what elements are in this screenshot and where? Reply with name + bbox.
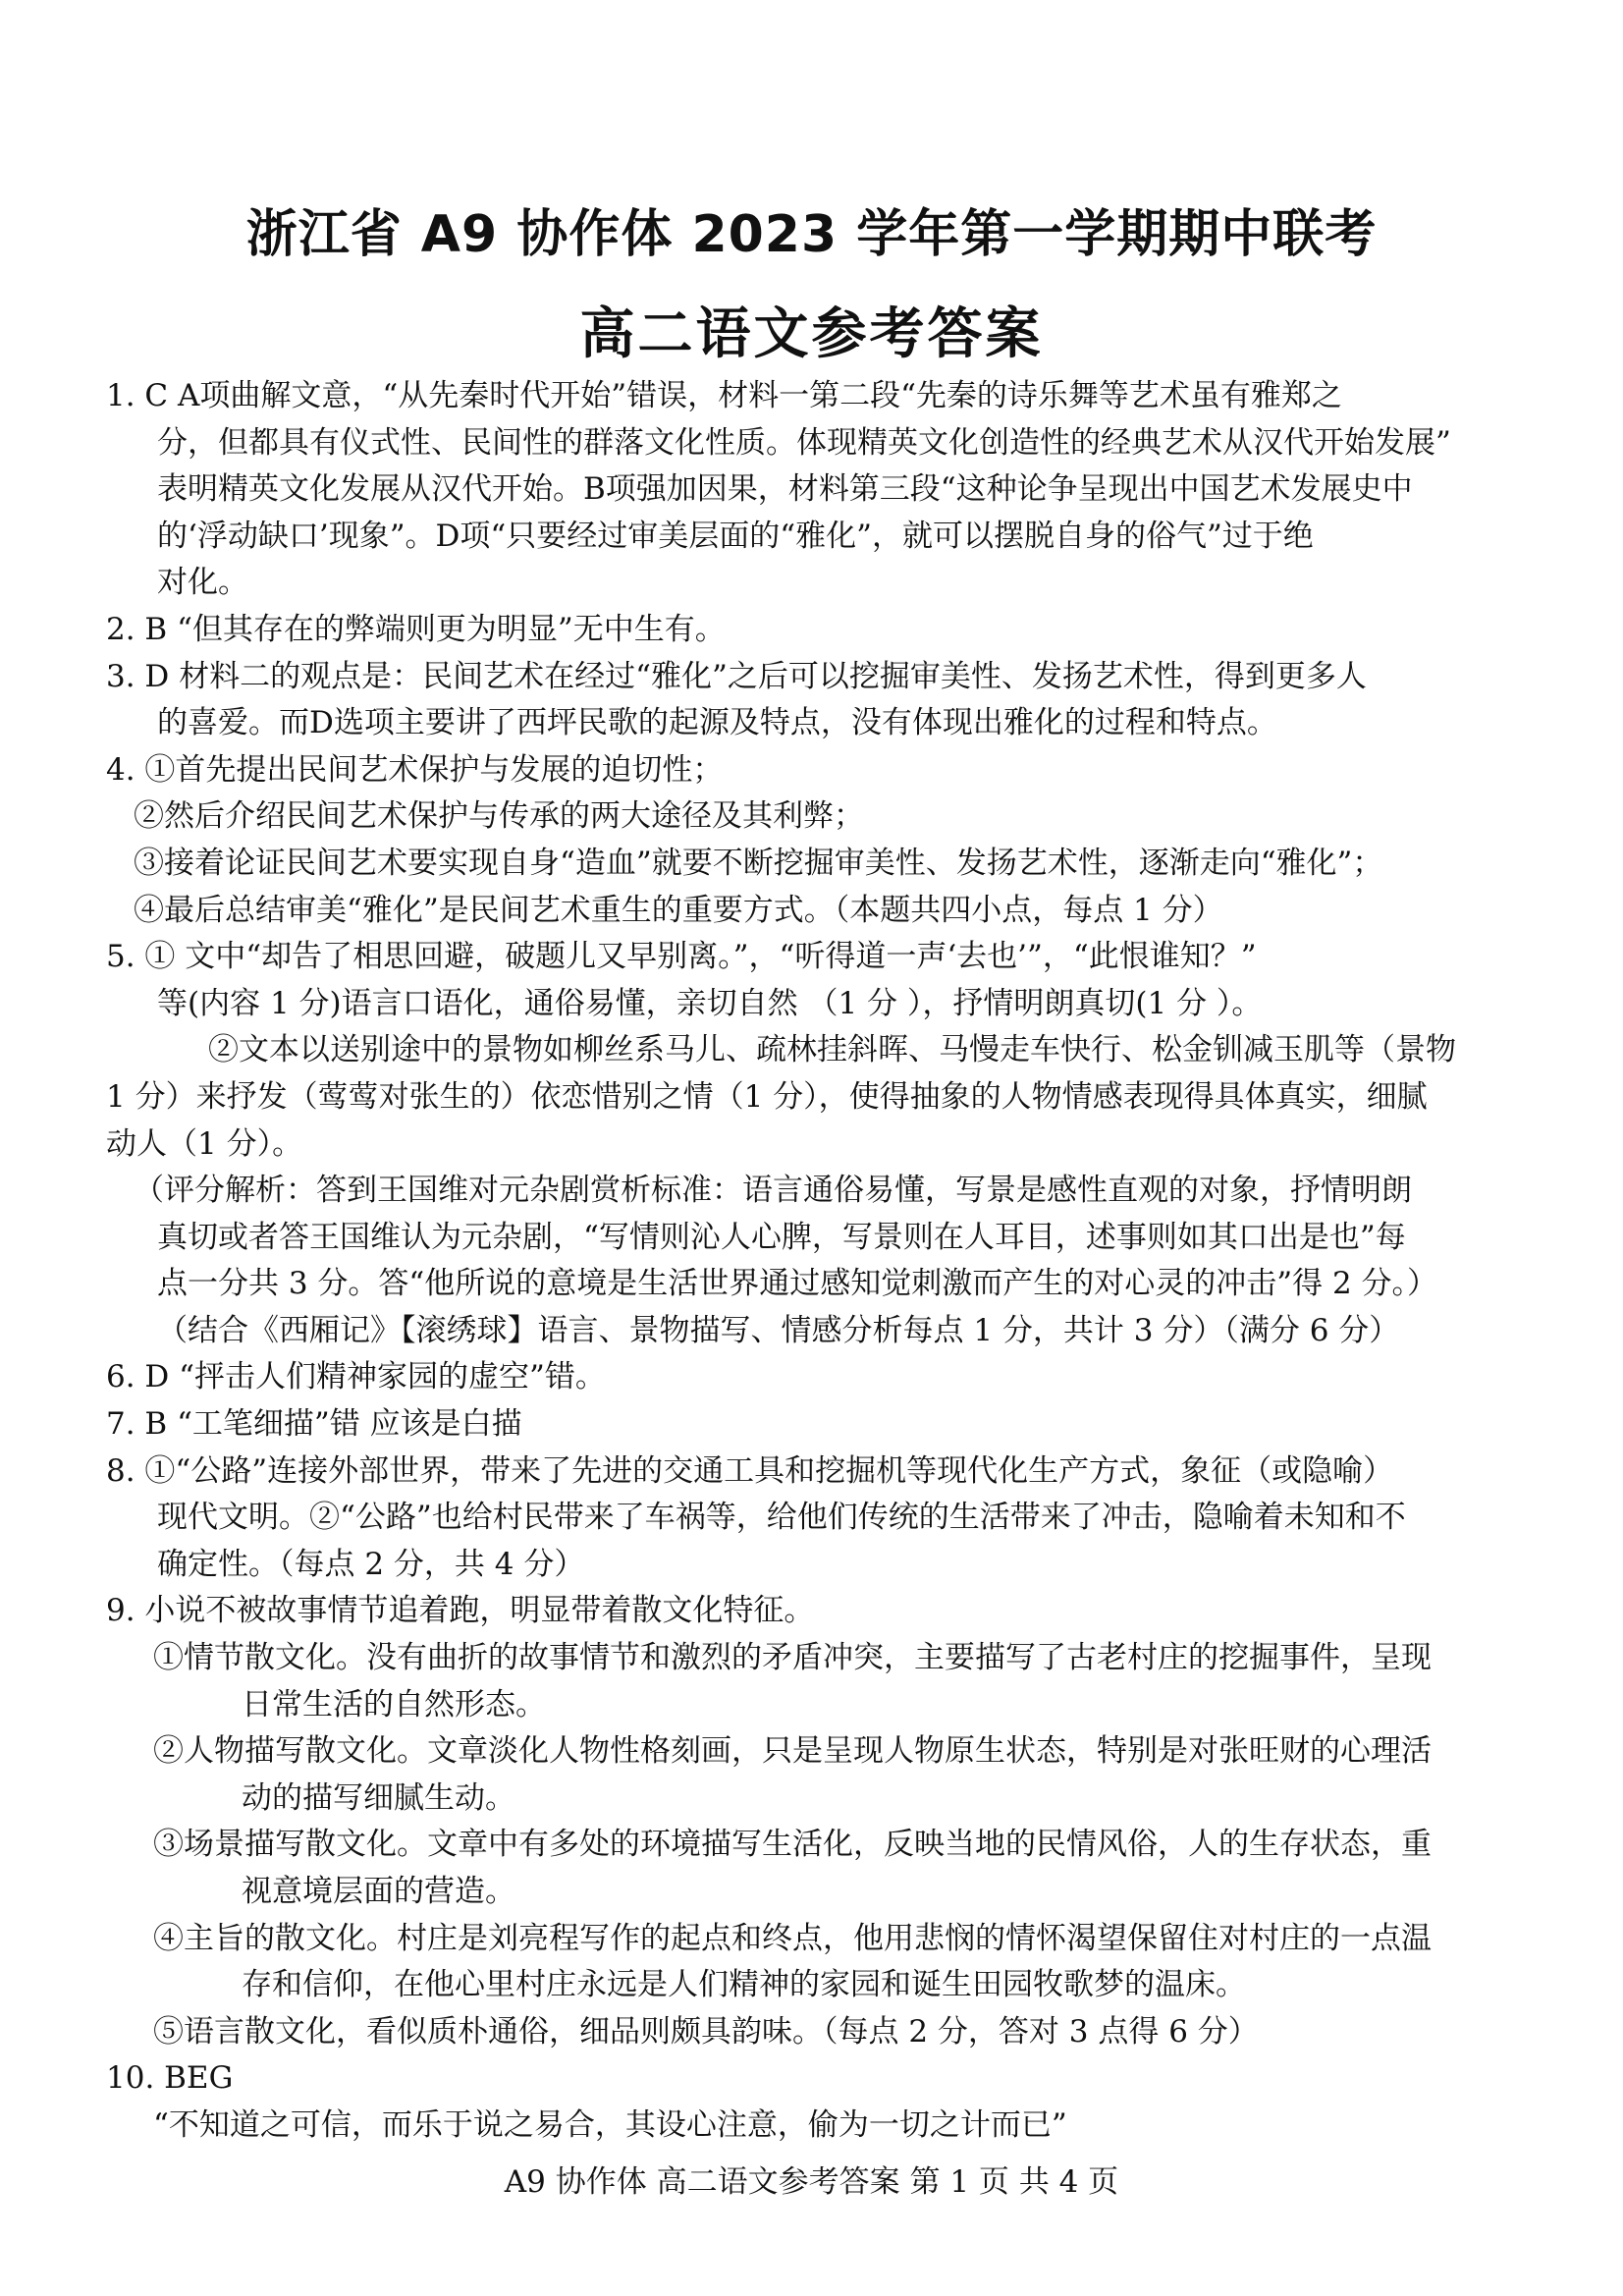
answer-line: ⑤语言散文化，看似质朴通俗，细品则颇具韵味。（每点 2 分，答对 3 点得 6 分）: [153, 2013, 1259, 2050]
answer-line: 点一分共 3 分。答“他所说的意境是生活世界通过感知觉刺激而产生的对心灵的冲击”得 2 分。）: [157, 1266, 1438, 1302]
answer-line: ④最后总结审美“雅化”是民间艺术重生的重要方式。（本题共四小点，每点 1 分）: [134, 892, 1223, 928]
answer-line: 5. ① 文中“却告了相思回避，破题儿又早别离。”，“听得道一声‘去也’”，“此恨谁知？”: [106, 939, 1257, 975]
answer-line: 表明精英文化发展从汉代开始。B项强加因果，材料第三段“这种论争呈现出中国艺术发展史中: [157, 471, 1413, 508]
answer-line: 动人（1 分）。: [106, 1125, 303, 1162]
answer-line: 确定性。（每点 2 分，共 4 分）: [157, 1546, 585, 1582]
answer-line: ②人物描写散文化。文章淡化人物性格刻画，只是呈现人物原生状态，特别是对张旺财的心理活: [153, 1733, 1432, 1770]
answer-line: ③接着论证民间艺术要实现自身“造血”就要不断挖掘审美性、发扬艺术性，逐渐走向“雅化”；: [134, 845, 1383, 881]
answer-line: 2. B “但其存在的弊端则更为明显”无中生有。: [106, 611, 726, 647]
answer-line: ①情节散文化。没有曲折的故事情节和激烈的矛盾冲突，主要描写了古老村庄的挖掘事件，呈现: [153, 1640, 1432, 1676]
answer-body: [106, 373, 1530, 2150]
answer-line: 4. ①首先提出民间艺术保护与发展的迫切性；: [106, 751, 724, 788]
answer-line: 9. 小说不被故事情节追着跑，明显带着散文化特征。: [106, 1593, 815, 1629]
answer-line: 8. ①“公路”连接外部世界，带来了先进的交通工具和挖掘机等现代化生产方式，象征（或隐喻）: [106, 1452, 1394, 1489]
answer-line: 1 分）来抒发（莺莺对张生的）依恋惜别之情（1 分），使得抽象的人物情感表现得具体真实，细腻: [106, 1078, 1428, 1115]
answer-line: （评分解析：答到王国维对元杂剧赏析标准：语言通俗易懂，写景是感性直观的对象，抒情明朗: [134, 1173, 1412, 1209]
answer-line: 10. BEG: [106, 2060, 234, 2097]
answer-line: 7. B “工笔细描”错 应该是白描: [106, 1406, 522, 1443]
answer-line: ③场景描写散文化。文章中有多处的环境描写生活化，反映当地的民情风俗，人的生存状态，重: [153, 1827, 1432, 1863]
answer-line: 分，但都具有仪式性、民间性的群落文化性质。体现精英文化创造性的经典艺术从汉代开始发展”: [157, 424, 1451, 461]
answer-line: 对化。: [157, 565, 248, 601]
answer-line: 1. C A项曲解文意，“从先秦时代开始”错误，材料一第二段“先秦的诗乐舞等艺术虽有雅郑之: [106, 378, 1342, 413]
document-title: 浙江省 A9 协作体 2023 学年第一学期期中联考: [245, 205, 1378, 264]
answer-line: 3. D 材料二的观点是：民间艺术在经过“雅化”之后可以挖掘审美性、发扬艺术性，得到更多人: [106, 658, 1367, 694]
document-subtitle: 高二语文参考答案: [579, 302, 1044, 366]
answer-line: 日常生活的自然形态。: [242, 1686, 546, 1722]
page-footer: A9 协作体 高二语文参考答案 第 1 页 共 4 页: [504, 2164, 1119, 2200]
answer-line: 等(内容 1 分)语言口语化，通俗易懂，亲切自然 （1 分 ），抒情明朗真切(1 分 ）。: [157, 985, 1263, 1021]
answer-line: 的‘浮动缺口’现象”。D项“只要经过审美层面的“雅化”，就可以摆脱自身的俗气”过于绝: [157, 518, 1314, 554]
answer-line: 真切或者答王国维认为元杂剧，“写情则沁人心脾，写景则在人耳目，述事则如其口出是也”每: [157, 1219, 1406, 1255]
answer-line: 视意境层面的营造。: [242, 1874, 515, 1909]
answer-line: 动的描写细腻生动。: [242, 1779, 515, 1816]
answer-line: （结合《西厢记》【滚绣球】语言、景物描写、情感分析每点 1 分，共计 3 分）（满分 6 分）: [157, 1312, 1400, 1348]
answer-line: 存和信仰，在他心里村庄永远是人们精神的家园和诞生田园牧歌梦的温床。: [242, 1967, 1246, 2003]
answer-line: ②然后介绍民间艺术保护与传承的两大途径及其利弊；: [134, 798, 864, 835]
answer-line: ②文本以送别途中的景物如柳丝系马儿、疏林挂斜晖、马慢走车快行、松金钏减玉肌等（景物: [208, 1032, 1456, 1068]
answer-line: 现代文明。②“公路”也给村民带来了车祸等，给他们传统的生活带来了冲击，隐喻着未知和不: [157, 1500, 1406, 1536]
answer-line: 6. D “抨击人们精神家园的虚空”错。: [106, 1359, 606, 1395]
answer-line: 的喜爱。而D选项主要讲了西坪民歌的起源及特点，没有体现出雅化的过程和特点。: [157, 705, 1277, 741]
answer-line: ④主旨的散文化。村庄是刘亮程写作的起点和终点，他用悲悯的情怀渴望保留住对村庄的一点温: [153, 1920, 1432, 1956]
answer-line: “不知道之可信，而乐于说之易合，其设心注意，偷为一切之计而已”: [153, 2106, 1067, 2143]
